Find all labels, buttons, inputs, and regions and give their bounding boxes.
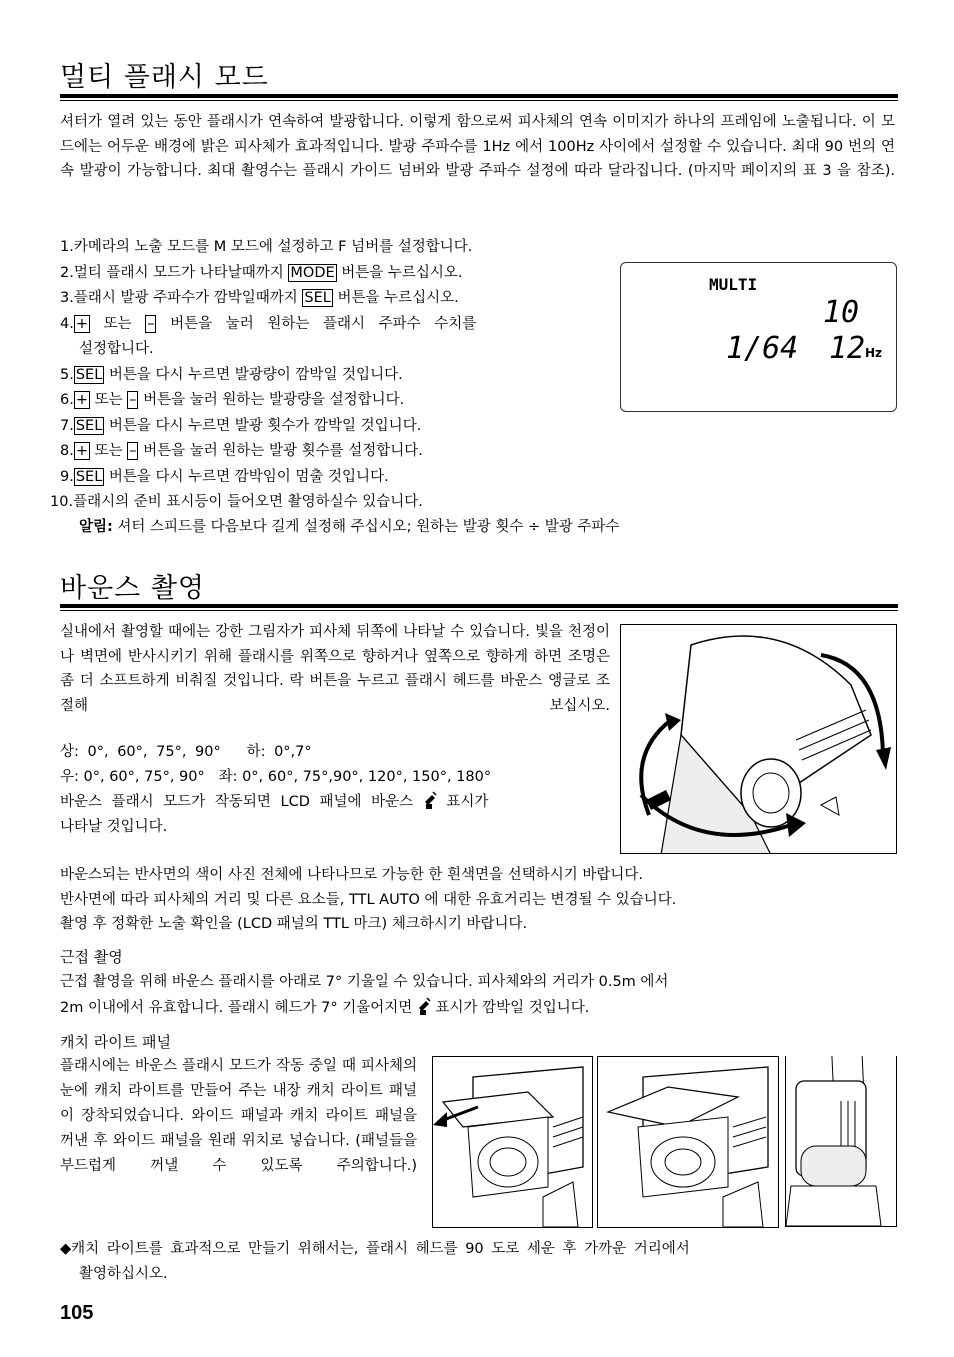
upright-head-illustration [785, 1056, 897, 1227]
lcd-count: 10 [823, 295, 860, 330]
mode-button-label: MODE [290, 264, 335, 281]
lcd-mode-label: MULTI [709, 275, 758, 294]
step-num: 7. [60, 417, 74, 434]
flash-wide-panel-drawing [433, 1057, 592, 1227]
step-text: 버튼을 눌러 원하는 발광량을 설정합니다. [138, 392, 405, 408]
plus-button-label: + [75, 443, 88, 459]
step-num: 10. [50, 494, 74, 510]
lcd-line-text: 바운스 플래시 모드가 작동되면 LCD 패널에 바운스 [60, 794, 414, 810]
closeup-text: 표시가 깜박일 것입니다. [435, 1000, 590, 1016]
step-7 [60, 414, 620, 440]
section-title-multi-flash: 멀티 플래시 모드 [60, 62, 269, 93]
tip-text: 캐치 라이트를 효과적으로 만들기 위해서는, 플래시 헤드를 90 도로 세운 후 가까운 거리에서 [71, 1241, 690, 1257]
step-text: 또는 [90, 443, 128, 459]
step-text: 버튼을 눌러 원하는 발광 횟수를 설정합니다. [138, 443, 423, 459]
bounce-intro: 실내에서 촬영할 때에는 강한 그림자가 피사체 뒤쪽에 나타날 수 있습니다. 빛을 천정이나 벽면에 반사시키기 위해 플래시를 위쪽으로 향하거나 옆쪽으로 향하게 하면 조명은 좀 더 소프트하게 비춰질 것입니다. 락 버튼을 누르고 플래시 헤드를 바운스 앵글로 조절해 보십시오. [60, 624, 610, 714]
plus-button-label: + [75, 392, 88, 408]
bounce-angles-row2 [60, 765, 491, 791]
angle-down: 하: 0°,7° [246, 744, 312, 760]
catchlight-tip-cont: 촬영하십시오. [79, 1266, 168, 1282]
step-6 [60, 388, 620, 414]
step-text: 버튼을 다시 누르면 발광 횟수가 깜박일 것입니다. [104, 417, 422, 434]
step-num: 1. [60, 239, 74, 255]
step-num: 5. [60, 366, 74, 383]
step-text: 플래시의 준비 표시등이 들어오면 촬영하실수 있습니다. [73, 494, 423, 510]
note-text: 셔터 스피드를 다음보다 길게 설정해 주십시오; 원하는 발광 횟수 ÷ 발광 주파수 [112, 519, 620, 535]
lcd-unit: Hz [865, 346, 883, 360]
wide-panel-illustration [432, 1056, 593, 1228]
step-num: 2. [60, 264, 74, 281]
step-text: 버튼을 누르십시오. [332, 290, 459, 306]
shutter-note [79, 515, 619, 541]
minus-button-label: – [129, 443, 137, 459]
step-4 [60, 312, 620, 338]
note-label: 알림: [79, 519, 113, 535]
minus-button-label: – [129, 392, 137, 408]
step-8 [60, 439, 620, 465]
bounce-lcd-line [60, 790, 610, 816]
closeup-line-2 [60, 996, 589, 1022]
section-title-bounce: 바운스 촬영 [60, 573, 205, 604]
bounce-para-3: 촬영 후 정확한 노출 확인을 (LCD 패널의 TTL 마크) 체크하시기 바랍니다. [60, 916, 528, 932]
step-text: 플래시 발광 주파수가 깜박일때까지 [73, 290, 303, 306]
bounce-lcd-line-end: 나타날 것입니다. [60, 819, 168, 835]
step-text: 멀티 플래시 모드가 나타날때까지 [73, 264, 289, 281]
bounce-para-2: 반사면에 따라 피사체의 거리 및 다른 요소들, TTL AUTO 에 대한 유효거리는 변경될 수 있습니다. [60, 892, 677, 908]
step-5 [60, 363, 620, 389]
step-num: 4. [60, 315, 74, 332]
step-text: 버튼을 다시 누르면 깜박임이 멈출 것입니다. [104, 468, 389, 485]
flash-unit-drawing [621, 625, 896, 853]
step-9 [60, 465, 620, 491]
flash-catchlight-drawing [598, 1057, 778, 1227]
bounce-icon [417, 996, 431, 1016]
title-rule [60, 604, 898, 611]
step-num: 9. [60, 468, 74, 485]
bounce-head-illustration [620, 624, 897, 854]
step-10 [50, 490, 620, 516]
step-text: 버튼을 누르십시오. [336, 264, 463, 281]
step-1 [60, 235, 620, 261]
title-rule [60, 94, 898, 101]
closeup-title: 근접 촬영 [60, 948, 123, 966]
angle-right: 우: 0°, 60°, 75°, 90° [60, 769, 205, 785]
sel-button-label: SEL [304, 290, 331, 306]
step-text: 또는 [90, 315, 146, 332]
catchlight-title: 캐치 라이트 패널 [60, 1033, 171, 1051]
multi-intro: 셔터가 열려 있는 동안 플래시가 연속하여 발광합니다. 이렇게 함으로써 피사체의 연속 이미지가 하나의 프레임에 노출됩니다. 이 모드에는 어두운 배경에 밝은 피사체가 효과적입니다. 발광 주파수를 1Hz 에서 100Hz 사이에서 설정할 수 있습니다. 최대 90 번의 연속 발광이 가능합니다. 최대 촬영수는 플래시 가이드 넘버와 발광 주파수 설정에 따라 달라집니다. (마지막 페이지의 표 3 을 참조). [60, 114, 895, 179]
catchlight-text: 플래시에는 바운스 플래시 모드가 작동 중일 때 피사체의 눈에 캐치 라이트를 만들어 주는 내장 캐치 라이트 패널이 장착되었습니다. 와이드 패널과 캐치 라이트 패널을 꺼낸 후 와이드 패널을 원래 위치로 넣습니다. (패널들을 부드럽게 꺼낼 수 있도록 주의합니다.) [60, 1058, 417, 1174]
catchlight-tip [60, 1237, 690, 1263]
step-3 [60, 286, 620, 312]
closeup-text: 2m 이내에서 유효합니다. 플래시 헤드가 7° 기울어지면 [60, 1000, 413, 1016]
sel-button-label: SEL [75, 366, 103, 383]
bounce-para-1: 바운스되는 반사면의 색이 사진 전체에 나타나므로 가능한 한 흰색면을 선택하시기 바랍니다. [60, 867, 643, 883]
angle-left: 좌: 0°, 60°, 75°,90°, 120°, 150°, 180° [218, 769, 492, 785]
step-4-cont: 설정합니다. [79, 341, 154, 357]
closeup-line-1: 근접 촬영을 위해 바운스 플래시를 아래로 7° 기울일 수 있습니다. 피사체와의 거리가 0.5m 에서 [60, 974, 669, 990]
steps-list [50, 235, 620, 516]
page-number: 105 [60, 1302, 94, 1324]
angle-up: 상: 0°, 60°, 75°, 90° [60, 744, 221, 760]
sel-button-label: SEL [75, 468, 103, 485]
sel-button-label: SEL [75, 417, 103, 434]
diamond-bullet-icon: ◆ [60, 1241, 72, 1257]
flash-upright-drawing [786, 1056, 896, 1226]
step-num: 3. [60, 290, 74, 306]
lcd-frequency: 12 [829, 331, 866, 366]
lcd-line-text: 표시가 [446, 794, 489, 810]
step-num: 8. [60, 443, 74, 459]
lcd-power: 1/64 [726, 331, 799, 366]
step-num: 6. [60, 392, 74, 408]
plus-button-label: + [75, 315, 88, 332]
step-text: 카메라의 노출 모드를 M 모드에 설정하고 F 넘버를 설정합니다. [73, 239, 473, 255]
step-text: 버튼을 다시 누르면 발광량이 깜박일 것입니다. [104, 366, 403, 383]
catchlight-panel-illustration [597, 1056, 779, 1228]
lcd-panel [620, 262, 897, 412]
step-2 [60, 261, 620, 287]
minus-button-label: – [147, 315, 155, 332]
step-text: 또는 [90, 392, 128, 408]
bounce-angles-row1 [60, 740, 312, 766]
bounce-icon [423, 790, 437, 810]
step-text: 버튼을 눌러 원하는 플래시 주파수 수치를 [156, 315, 477, 332]
